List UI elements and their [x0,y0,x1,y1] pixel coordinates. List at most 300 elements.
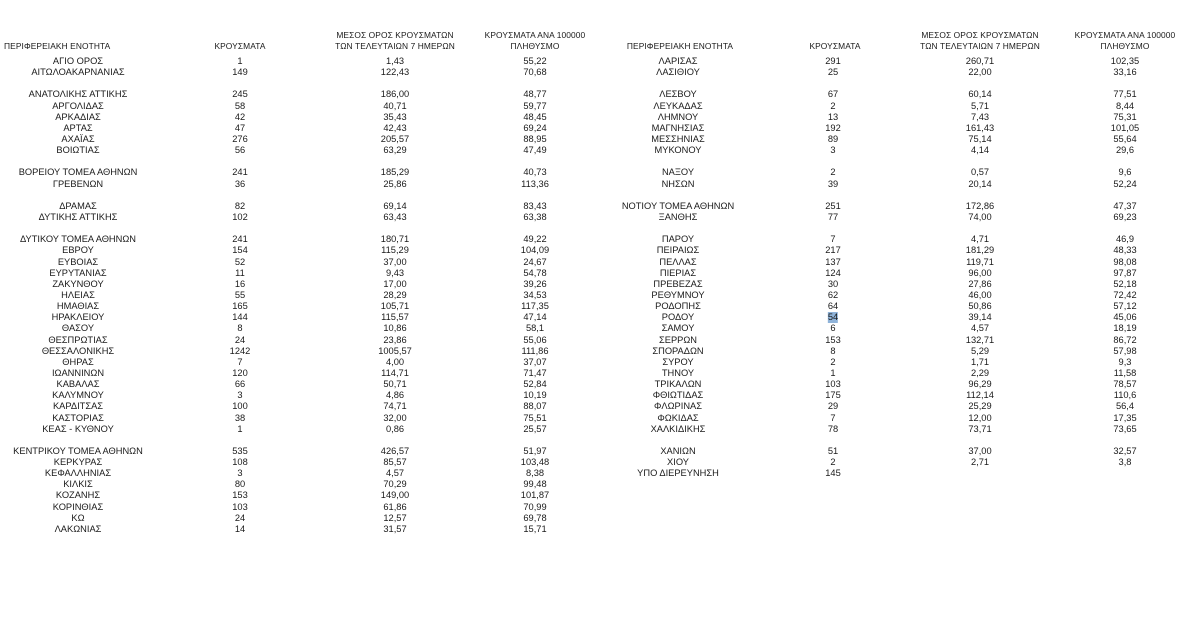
cases-per-100k: 98,08 [1113,256,1137,267]
seven-day-average: 63,43 [383,211,407,222]
table-row [0,112,600,123]
case-count: 100 [232,401,248,412]
case-count: 145 [825,468,841,479]
table-row [0,301,600,312]
table-row [0,524,600,535]
case-count: 16 [234,278,246,289]
cases-per-100k: 48,45 [523,111,547,122]
table-row [0,390,600,401]
seven-day-average: 96,00 [968,267,992,278]
seven-day-average: 25,86 [383,178,407,189]
table-row [0,134,600,145]
case-count: 241 [232,234,248,245]
region-name: ΞΑΝΘΗΣ [658,211,698,222]
region-name: ΛΑΚΩΝΙΑΣ [54,523,102,534]
cases-per-100k: 25,57 [523,423,547,434]
case-count: 56 [234,145,246,156]
cases-per-100k: 83,43 [523,200,547,211]
table-row [0,268,600,279]
seven-day-average: 40,71 [383,100,407,111]
cases-per-100k: 47,37 [1113,200,1137,211]
seven-day-average: 260,71 [965,56,995,66]
header-region-label: ΠΕΡΙΦΕΡΕΙΑΚΗ ΕΝΟΤΗΤΑ [4,41,111,51]
region-name: ΗΛΕΙΑΣ [61,289,95,300]
case-count: 165 [232,301,248,312]
region-name: ΕΥΡΥΤΑΝΙΑΣ [49,267,107,278]
region-name: ΔΥΤΙΚΗΣ ΑΤΤΙΚΗΣ [38,211,118,222]
region-name: ΑΡΚΑΔΙΑΣ [55,111,101,122]
region-name: ΛΑΣΙΘΙΟΥ [656,67,700,78]
case-count: 78 [827,423,839,434]
seven-day-average: 20,14 [968,178,992,189]
seven-day-average: 115,57 [381,312,409,323]
region-name: ΕΒΡΟΥ [62,245,94,256]
seven-day-average: 4,57 [970,323,990,334]
case-count: 144 [232,312,248,323]
region-name: ΤΡΙΚΑΛΩΝ [654,379,702,390]
header-avg7-line2: ΤΩΝ ΤΕΛΕΥΤΑΙΩΝ 7 ΗΜΕΡΩΝ [920,41,1040,51]
cases-per-100k: 55,22 [523,56,547,66]
seven-day-average: 73,71 [968,423,992,434]
cases-per-100k: 56,4 [1115,401,1135,412]
cases-per-100k: 45,06 [1113,312,1137,323]
seven-day-average: 23,86 [383,334,407,345]
table-row [600,268,1200,279]
seven-day-average: 9,43 [385,267,405,278]
seven-day-average: 0,57 [970,167,990,178]
case-count: 137 [825,256,841,267]
region-name: ΜΑΓΝΗΣΙΑΣ [651,122,705,133]
cases-per-100k: 33,16 [1113,67,1137,78]
seven-day-average: 4,00 [385,356,405,367]
seven-day-average: 12,00 [968,412,992,423]
table-row [600,201,1200,212]
table-row [600,457,1200,468]
case-count: 24 [234,512,246,523]
cases-per-100k: 73,65 [1113,423,1137,434]
seven-day-average: 4,86 [385,390,405,401]
seven-day-average: 31,57 [383,523,407,534]
case-count: 175 [825,390,841,401]
cases-per-100k: 8,38 [525,468,545,479]
region-name: ΕΥΒΟΙΑΣ [57,256,99,267]
header-avg7-line1: ΜΕΣΟΣ ΟΡΟΣ ΚΡΟΥΣΜΑΤΩΝ [336,30,454,40]
cases-per-100k: 52,24 [1113,178,1137,189]
case-count: 38 [234,412,246,423]
table-row [0,468,600,479]
seven-day-average: 50,86 [968,301,992,312]
cases-per-100k: 88,95 [523,133,547,144]
table-row [0,167,600,178]
seven-day-average: 75,14 [968,133,992,144]
table-spacer-row [600,78,1200,89]
table-row [600,234,1200,245]
table-row [600,89,1200,100]
case-count: 54 [827,312,839,323]
seven-day-average: 74,00 [968,211,992,222]
region-name: ΧΑΝΙΩΝ [660,445,696,456]
region-name: ΚΩ [71,512,85,523]
table-spacer-row [0,190,600,201]
case-count: 51 [827,445,839,456]
region-name: ΖΑΚΥΝΘΟΥ [52,278,104,289]
case-count: 154 [232,245,248,256]
seven-day-average: 85,57 [383,457,407,468]
case-count: 2 [830,356,836,367]
case-count: 291 [825,56,841,66]
seven-day-average: 186,00 [380,89,410,100]
region-name: ΚΙΛΚΙΣ [63,479,93,490]
table-row [0,89,600,100]
region-name: ΓΡΕΒΕΝΩΝ [52,178,104,189]
region-name: ΧΙΟΥ [667,457,689,468]
region-name: ΠΕΛΛΑΣ [659,256,697,267]
region-name: ΑΝΑΤΟΛΙΚΗΣ ΑΤΤΙΚΗΣ [28,89,128,100]
cases-per-100k: 101,87 [520,490,550,501]
region-name: ΝΟΤΙΟΥ ΤΟΜΕΑ ΑΘΗΝΩΝ [621,200,735,211]
cases-per-100k: 102,35 [1110,56,1140,66]
seven-day-average: 185,29 [380,167,410,178]
table-row [0,479,600,490]
cases-per-100k: 49,22 [523,234,547,245]
header-per100k-line2: ΠΛΗΘΥΣΜΟ [510,41,560,51]
cases-per-100k: 57,98 [1113,345,1137,356]
region-name: ΣΑΜΟΥ [661,323,695,334]
cases-per-100k: 103,48 [520,457,550,468]
region-name: ΦΘΙΩΤΙΔΑΣ [652,390,704,401]
cases-per-100k: 55,06 [523,334,547,345]
cases-per-100k: 47,14 [523,312,547,323]
seven-day-average: 5,71 [970,100,990,111]
table-row [0,234,600,245]
table-row [0,212,600,223]
seven-day-average: 1,71 [970,356,990,367]
table-row [600,390,1200,401]
case-count: 25 [827,67,839,78]
case-count: 3 [830,145,836,156]
region-name: ΔΡΑΜΑΣ [59,200,97,211]
table-row [0,312,600,323]
header-per100k-line1: ΚΡΟΥΣΜΑΤΑ ΑΝΑ 100000 [1074,30,1176,40]
case-count: 64 [827,301,839,312]
cases-per-100k: 48,33 [1113,245,1137,256]
case-count: 14 [234,523,246,534]
header-region-label: ΠΕΡΙΦΕΡΕΙΑΚΗ ΕΝΟΤΗΤΑ [626,41,734,51]
region-name: ΧΑΛΚΙΔΙΚΗΣ [650,423,706,434]
seven-day-average: 27,86 [968,278,992,289]
cases-per-100k: 52,18 [1113,278,1137,289]
region-name: ΛΑΡΙΣΑΣ [658,56,698,66]
region-name: ΜΕΣΣΗΝΙΑΣ [651,133,705,144]
right-table-body [600,56,1200,479]
table-row [0,357,600,368]
table-spacer-row [600,223,1200,234]
header-avg7-line1: ΜΕΣΟΣ ΟΡΟΣ ΚΡΟΥΣΜΑΤΩΝ [921,30,1039,40]
cases-per-100k: 52,84 [523,379,547,390]
case-count: 124 [825,267,841,278]
region-name: ΒΟΡΕΙΟΥ ΤΟΜΕΑ ΑΘΗΝΩΝ [18,167,138,178]
cases-per-100k: 77,51 [1113,89,1137,100]
cases-per-100k: 48,77 [523,89,547,100]
left-header-region [4,41,154,52]
table-row [0,201,600,212]
table-row [0,502,600,513]
table-row [600,301,1200,312]
cases-per-100k: 34,53 [523,289,547,300]
table-row [600,312,1200,323]
region-name: ΑΙΤΩΛΟΑΚΑΡΝΑΝΙΑΣ [31,67,125,78]
right-header-per100k [1055,30,1195,52]
region-name: ΦΛΩΡΙΝΑΣ [653,401,703,412]
seven-day-average: 2,29 [970,367,990,378]
left-table-body [0,56,600,535]
case-count: 29 [827,401,839,412]
seven-day-average: 4,57 [385,468,405,479]
cases-per-100k: 15,71 [523,523,547,534]
table-row [600,257,1200,268]
cases-per-100k: 9,6 [1118,167,1132,178]
cases-per-100k: 9,3 [1118,356,1132,367]
cases-per-100k: 117,35 [521,301,549,312]
cases-per-100k: 70,68 [523,67,547,78]
table-spacer-row [600,435,1200,446]
case-count: 13 [827,111,839,122]
table-row [0,446,600,457]
table-row [0,257,600,268]
seven-day-average: 0,86 [385,423,405,434]
table-row [600,134,1200,145]
case-count: 103 [232,501,248,512]
region-name: ΠΑΡΟΥ [661,234,695,245]
seven-day-average: 122,43 [380,67,410,78]
case-count: 276 [232,133,248,144]
case-count: 3 [237,390,243,401]
seven-day-average: 39,14 [968,312,992,323]
cases-per-100k: 63,38 [523,211,547,222]
header-cases-label: ΚΡΟΥΣΜΑΤΑ [809,41,861,51]
cases-per-100k: 39,26 [523,278,547,289]
table-row [600,245,1200,256]
cases-per-100k: 69,78 [523,512,547,523]
seven-day-average: 426,57 [380,445,410,456]
region-name: ΚΑΛΥΜΝΟΥ [52,390,104,401]
case-count: 39 [827,178,839,189]
table-spacer-row [0,156,600,167]
table-row [0,323,600,334]
table-row [600,446,1200,457]
table-row [600,56,1200,67]
case-count: 535 [232,445,248,456]
region-name: ΤΗΝΟΥ [661,367,695,378]
table-row [0,368,600,379]
case-count: 80 [234,479,246,490]
cases-per-100k: 71,47 [523,367,547,378]
table-row [600,167,1200,178]
cases-per-100k: 32,57 [1113,445,1137,456]
table-row [0,513,600,524]
cases-per-100k: 99,48 [523,479,547,490]
region-name: ΘΕΣΣΑΛΟΝΙΚΗΣ [41,345,115,356]
case-count: 153 [825,334,841,345]
seven-day-average: 4,14 [970,145,990,156]
case-count: 192 [825,122,841,133]
case-count: 245 [232,89,248,100]
region-name: ΚΟΡΙΝΘΙΑΣ [52,501,104,512]
case-count: 1 [830,367,836,378]
cases-per-100k: 11,58 [1113,367,1137,378]
header-per100k-line1: ΚΡΟΥΣΜΑΤΑ ΑΝΑ 100000 [484,30,586,40]
cases-per-100k: 24,67 [523,256,547,267]
cases-per-100k: 55,64 [1113,133,1137,144]
region-name: ΛΗΜΝΟΥ [657,111,699,122]
cases-per-100k: 54,78 [523,267,547,278]
case-count: 103 [825,379,841,390]
region-name: ΝΗΣΩΝ [661,178,695,189]
cases-per-100k: 40,73 [523,167,547,178]
table-row [600,424,1200,435]
cases-per-100k: 10,19 [523,390,547,401]
case-count: 7 [237,356,243,367]
seven-day-average: 32,00 [383,412,407,423]
region-name: ΑΡΤΑΣ [63,122,93,133]
region-name: ΛΕΥΚΑΔΑΣ [653,100,703,111]
seven-day-average: 119,71 [966,256,994,267]
seven-day-average: 96,29 [968,379,992,390]
left-header-per100k [465,30,605,52]
cases-per-100k: 3,8 [1118,457,1132,468]
table-row [0,290,600,301]
region-name: ΚΑΡΔΙΤΣΑΣ [52,401,104,412]
cases-per-100k: 51,97 [523,445,547,456]
seven-day-average: 12,57 [383,512,407,523]
cases-per-100k: 88,07 [523,401,547,412]
seven-day-average: 205,57 [380,133,410,144]
cases-per-100k: 17,35 [1113,412,1137,423]
region-name: ΚΕΦΑΛΛΗΝΙΑΣ [44,468,112,479]
table-row [0,335,600,346]
seven-day-average: 4,71 [970,234,990,245]
header-cases-label: ΚΡΟΥΣΜΑΤΑ [214,41,266,51]
table-row [600,279,1200,290]
table-row [600,413,1200,424]
seven-day-average: 69,14 [383,200,407,211]
case-count: 3 [237,468,243,479]
case-count: 1 [237,423,243,434]
case-count: 120 [232,367,248,378]
case-count: 82 [234,200,246,211]
cases-per-100k: 29,6 [1115,145,1135,156]
table-row [0,279,600,290]
cases-per-100k: 18,19 [1113,323,1137,334]
seven-day-average: 25,29 [968,401,992,412]
seven-day-average: 7,43 [970,111,990,122]
region-name: ΔΥΤΙΚΟΥ ΤΟΜΕΑ ΑΘΗΝΩΝ [19,234,137,245]
cases-per-100k: 75,31 [1113,111,1137,122]
cases-per-100k: 59,77 [523,100,547,111]
table-row [600,112,1200,123]
case-count: 217 [825,245,841,256]
case-count: 149 [232,67,248,78]
region-name: ΑΧΑΪΑΣ [61,133,95,144]
cases-per-100k: 37,07 [523,356,547,367]
seven-day-average: 22,00 [968,67,992,78]
region-name: ΣΠΟΡΑΔΩΝ [652,345,704,356]
table-row [0,401,600,412]
table-row [600,290,1200,301]
right-header-cases [800,41,870,52]
table-row [0,245,600,256]
cases-per-100k: 78,57 [1113,379,1137,390]
region-name: ΗΜΑΘΙΑΣ [56,301,100,312]
region-name: ΘΑΣΟΥ [61,323,95,334]
case-count: 89 [827,133,839,144]
seven-day-average: 180,71 [380,234,410,245]
table-row [0,56,600,67]
seven-day-average: 61,86 [383,501,407,512]
seven-day-average: 42,43 [383,122,407,133]
case-count: 58 [234,100,246,111]
case-count: 55 [234,289,246,300]
case-count: 8 [830,345,836,356]
right-header-avg7 [910,30,1050,52]
seven-day-average: 149,00 [380,490,410,501]
left-header-cases [205,41,275,52]
table-row [600,101,1200,112]
seven-day-average: 115,29 [381,245,409,256]
region-name: ΠΡΕΒΕΖΑΣ [653,278,703,289]
region-name: ΚΑΒΑΛΑΣ [56,379,100,390]
table-row [0,346,600,357]
seven-day-average: 112,14 [966,390,994,401]
case-count: 24 [234,334,246,345]
cases-per-100k: 110,6 [1113,390,1137,401]
case-count: 77 [827,211,839,222]
case-count: 30 [827,278,839,289]
cases-per-100k: 69,23 [1113,211,1137,222]
region-name: ΠΕΙΡΑΙΩΣ [656,245,700,256]
region-name: ΦΩΚΙΔΑΣ [657,412,699,423]
cases-per-100k: 97,87 [1113,267,1137,278]
left-header-avg7 [325,30,465,52]
cases-per-100k: 69,24 [523,122,547,133]
seven-day-average: 28,29 [383,289,407,300]
table-row [0,457,600,468]
cases-per-100k: 8,44 [1115,100,1135,111]
cases-per-100k: 46,9 [1115,234,1135,245]
case-count: 7 [830,234,836,245]
cases-per-100k: 113,36 [521,178,549,189]
header-per100k-line2: ΠΛΗΘΥΣΜΟ [1100,41,1150,51]
right-header-region [605,41,755,52]
cases-per-100k: 111,86 [521,345,549,356]
table-row [0,67,600,78]
table-row [600,357,1200,368]
seven-day-average: 5,29 [970,345,990,356]
region-name: ΛΕΣΒΟΥ [659,89,697,100]
table-row [0,145,600,156]
cases-per-100k: 70,99 [523,501,547,512]
case-count: 7 [830,412,836,423]
cases-per-100k: 57,12 [1113,301,1137,312]
table-row [600,212,1200,223]
region-name: ΒΟΙΩΤΙΑΣ [56,145,100,156]
case-count: 251 [825,200,841,211]
table-row [600,401,1200,412]
cases-per-100k: 101,05 [1110,122,1140,133]
region-name: ΡΟΔΟΠΗΣ [655,301,701,312]
seven-day-average: 60,14 [968,89,992,100]
cases-per-100k: 104,09 [520,245,550,256]
